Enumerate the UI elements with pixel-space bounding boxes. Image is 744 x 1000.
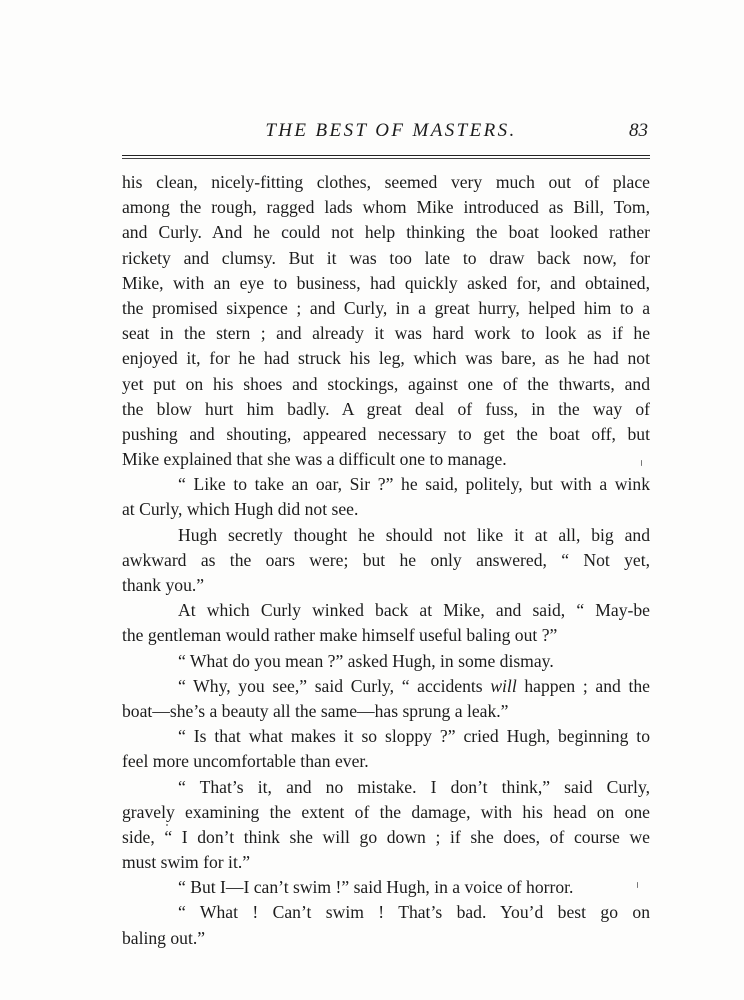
text-line: “ Is that what makes it so sloppy ?” cried Hugh, beginning to [178,726,650,747]
text-line: “ What ! Can’t swim ! That’s bad. You’d best go on [178,902,650,923]
text-line: his clean, nicely-fitting clothes, seemed very much out of place [122,172,650,192]
page-number: 83 [629,120,648,141]
text-line: and Curly. And he could not help thinking the boat looked rather [122,222,650,243]
header-rule [122,155,650,156]
text-span: happen ; and the [516,675,650,696]
running-title: THE BEST OF MASTERS. [265,120,517,141]
text-line: gravely examining the extent of the damage, with his head on one [122,801,650,822]
text-line: at Curly, which Hugh did not see. [122,499,359,520]
text-line: Mike, with an eye to business, had quickly asked for, and obtained, [122,272,650,293]
text-line: yet put on his shoes and stockings, against one of the thwarts, and [122,373,650,394]
ink-speck [641,460,642,466]
text-line: seat in the stern ; and already it was hard work to look as if he [122,323,650,344]
text-line: Hugh secretly thought he should not like it at all, big and [178,524,650,545]
ink-speck [166,824,168,826]
text-line: side, “ I don’t think she will go down ; if she does, of course we [122,826,650,847]
text-line: “ But I—I can’t swim !” said Hugh, in a voice of horror. [178,877,574,898]
text-line: among the rough, ragged lads whom Mike introduced as Bill, Tom, [122,197,650,218]
header-rule-thin [122,158,650,159]
text-line: awkward as the oars were; but he only answered, “ Not yet, [122,549,650,570]
text-line: enjoyed it, for he had struck his leg, which was bare, as he had not [122,348,650,369]
text-span: “ Why, you see,” said Curly, “ accidents [178,675,491,696]
text-line [122,674,650,699]
text-line: the gentleman would rather make himself useful baling out ?” [122,625,558,646]
text-line: boat—she’s a beauty all the same—has sprung a leak.” [122,700,509,721]
text-line: “ Like to take an oar, Sir ?” he said, politely, but with a wink [178,474,650,495]
text-line: “ What do you mean ?” asked Hugh, in some dismay. [178,650,554,671]
text-line: baling out.” [122,927,206,948]
text-line: the blow hurt him badly. A great deal of fuss, in the way of [122,398,650,419]
text-line: At which Curly winked back at Mike, and said, “ May-be [178,600,650,621]
text-line: the promised sixpence ; and Curly, in a great hurry, helped him to a [122,297,650,318]
text-line: “ That’s it, and no mistake. I don’t think,” said Curly, [178,776,650,797]
text-line: pushing and shouting, appeared necessary to get the boat off, but [122,423,650,444]
text-line: must swim for it.” [122,852,251,873]
text-line: Mike explained that she was a difficult one to manage. [122,449,507,470]
running-head [122,118,650,148]
emphasis-text: will [490,675,517,696]
text-line: thank you.” [122,575,205,595]
body-text [122,170,650,951]
text-line: rickety and clumsy. But it was too late to draw back now, for [122,247,650,268]
ink-speck [637,882,638,888]
text-line: feel more uncomfortable than ever. [122,751,369,772]
